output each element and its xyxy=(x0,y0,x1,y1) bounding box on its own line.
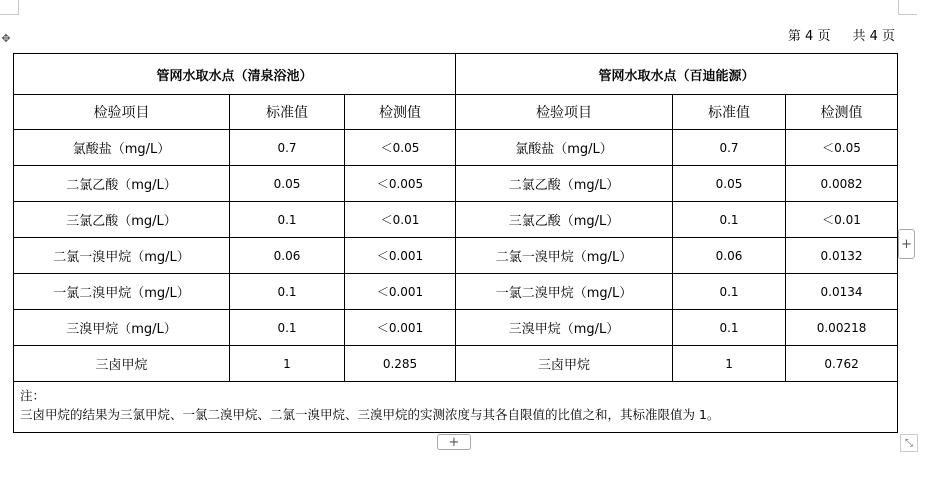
standard-value-cell[interactable]: 0.1 xyxy=(230,274,345,310)
note-cell[interactable] xyxy=(14,382,898,433)
measured-value-cell[interactable]: 0.0132 xyxy=(786,238,898,274)
standard-value-cell[interactable]: 1 xyxy=(673,346,786,382)
measured-value-cell[interactable]: 0.0082 xyxy=(786,166,898,202)
item-cell[interactable]: 三溴甲烷（mg/L） xyxy=(456,310,673,346)
measured-value-cell[interactable]: 0.285 xyxy=(345,346,456,382)
standard-value-cell[interactable]: 0.7 xyxy=(230,130,345,166)
standard-value-cell[interactable]: 0.1 xyxy=(673,202,786,238)
measured-value-cell[interactable]: ＜0.05 xyxy=(345,130,456,166)
measured-value-cell[interactable]: ＜0.005 xyxy=(345,166,456,202)
measured-value-cell[interactable]: ＜0.05 xyxy=(786,130,898,166)
item-cell[interactable]: 二氯乙酸（mg/L） xyxy=(456,166,673,202)
move-table-icon[interactable]: ✥ xyxy=(1,32,11,45)
measured-value-cell[interactable]: ＜0.001 xyxy=(345,274,456,310)
header-row xyxy=(14,95,898,130)
item-cell[interactable]: 二氯一溴甲烷（mg/L） xyxy=(456,238,673,274)
page-corner-mark-right xyxy=(898,0,917,15)
item-cell[interactable]: 三氯乙酸（mg/L） xyxy=(14,202,230,238)
standard-value-cell[interactable]: 0.05 xyxy=(230,166,345,202)
standard-value-cell[interactable]: 0.06 xyxy=(230,238,345,274)
standard-value-cell[interactable]: 0.7 xyxy=(673,130,786,166)
add-row-button[interactable]: + xyxy=(437,434,471,450)
measured-value-cell[interactable]: 0.0134 xyxy=(786,274,898,310)
table-row xyxy=(14,202,898,238)
table-row xyxy=(14,166,898,202)
item-cell[interactable]: 一氯二溴甲烷（mg/L） xyxy=(456,274,673,310)
measured-value-cell[interactable]: 0.762 xyxy=(786,346,898,382)
standard-value-cell[interactable]: 0.1 xyxy=(673,310,786,346)
header-cell[interactable]: 检验项目 xyxy=(456,95,673,130)
add-column-button[interactable]: + xyxy=(898,229,915,259)
item-cell[interactable]: 二氯乙酸（mg/L） xyxy=(14,166,230,202)
page-total: 共 4 页 xyxy=(852,29,895,44)
measured-value-cell[interactable]: ＜0.001 xyxy=(345,238,456,274)
measured-value-cell[interactable]: ＜0.001 xyxy=(345,310,456,346)
resize-table-icon[interactable]: ⤡ xyxy=(900,434,918,452)
standard-value-cell[interactable]: 1 xyxy=(230,346,345,382)
standard-value-cell[interactable]: 0.06 xyxy=(673,238,786,274)
header-cell[interactable]: 检测值 xyxy=(345,95,456,130)
measured-value-cell[interactable]: 0.00218 xyxy=(786,310,898,346)
item-cell[interactable]: 三卤甲烷 xyxy=(14,346,230,382)
table-row xyxy=(14,274,898,310)
left-group-title[interactable]: 管网水取水点（清泉浴池） xyxy=(14,54,456,95)
note-text: 三卤甲烷的结果为三氯甲烷、一氯二溴甲烷、二氯一溴甲烷、三溴甲烷的实测浓度与其各自限值的比值之和，其标准限值为 1。 xyxy=(20,407,720,422)
item-cell[interactable]: 三氯乙酸（mg/L） xyxy=(456,202,673,238)
standard-value-cell[interactable]: 0.1 xyxy=(230,310,345,346)
group-title-row xyxy=(14,54,898,95)
table-row xyxy=(14,310,898,346)
page-current: 第 4 页 xyxy=(787,29,831,44)
standard-value-cell[interactable]: 0.1 xyxy=(673,274,786,310)
table-row xyxy=(14,346,898,382)
item-cell[interactable]: 三卤甲烷 xyxy=(456,346,673,382)
header-cell[interactable]: 标准值 xyxy=(230,95,345,130)
right-group-title[interactable]: 管网水取水点（百迪能源） xyxy=(456,54,898,95)
header-cell[interactable]: 检测值 xyxy=(786,95,898,130)
measured-value-cell[interactable]: ＜0.01 xyxy=(786,202,898,238)
table-row xyxy=(14,238,898,274)
item-cell[interactable]: 三溴甲烷（mg/L） xyxy=(14,310,230,346)
table-row xyxy=(14,130,898,166)
measured-value-cell[interactable]: ＜0.01 xyxy=(345,202,456,238)
standard-value-cell[interactable]: 0.05 xyxy=(673,166,786,202)
item-cell[interactable]: 氯酸盐（mg/L） xyxy=(14,130,230,166)
note-label: 注： xyxy=(20,388,46,403)
item-cell[interactable]: 一氯二溴甲烷（mg/L） xyxy=(14,274,230,310)
page-number xyxy=(788,25,895,44)
item-cell[interactable]: 氯酸盐（mg/L） xyxy=(456,130,673,166)
standard-value-cell[interactable]: 0.1 xyxy=(230,202,345,238)
header-cell[interactable]: 检验项目 xyxy=(14,95,230,130)
note-row xyxy=(14,382,898,433)
page-corner-mark-left xyxy=(0,0,19,15)
inspection-table[interactable] xyxy=(13,53,898,433)
header-cell[interactable]: 标准值 xyxy=(673,95,786,130)
item-cell[interactable]: 二氯一溴甲烷（mg/L） xyxy=(14,238,230,274)
